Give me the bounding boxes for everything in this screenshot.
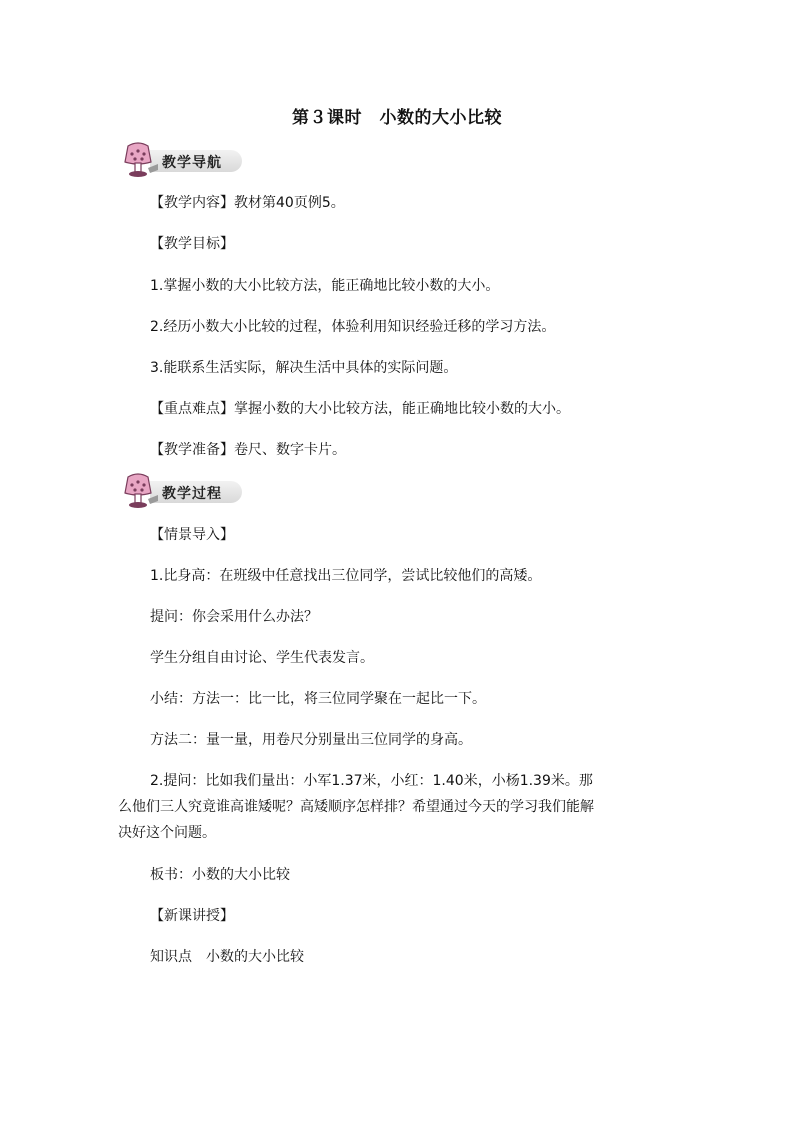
process-p3: 学生分组自由讨论、学生代表发言。 [150, 650, 374, 666]
knowledge-point: 知识点 小数的大小比较 [150, 949, 304, 965]
banner-label: 教学过程 [162, 486, 222, 502]
section-banner-teaching-process [118, 471, 242, 511]
teaching-prep: 【教学准备】卷尺、数字卡片。 [150, 442, 346, 458]
goals-heading: 【教学目标】 [150, 236, 234, 252]
page-title: 第３课时 小数的大小比较 [292, 108, 502, 128]
key-points: 【重点难点】掌握小数的大小比较方法，能正确地比较小数的大小。 [150, 401, 570, 417]
lamp-icon [118, 471, 158, 511]
process-p2: 提问：你会采用什么办法？ [150, 609, 318, 625]
goal-3: 3.能联系生活实际，解决生活中具体的实际问题。 [150, 360, 458, 376]
new-lesson-heading: 【新课讲授】 [150, 908, 234, 924]
process-p5: 方法二：量一量，用卷尺分别量出三位同学的身高。 [150, 732, 472, 748]
teaching-content: 【教学内容】教材第40页例5。 [150, 195, 345, 211]
process-p6-line3: 决好这个问题。 [118, 825, 216, 841]
process-p4: 小结：方法一：比一比，将三位同学聚在一起比一下。 [150, 691, 486, 707]
process-p6-line2: 么他们三人究竟谁高谁矮呢？高矮顺序怎样排？希望通过今天的学习我们能解 [118, 799, 594, 815]
section-banner-teaching-guide [118, 140, 242, 180]
intro-heading: 【情景导入】 [150, 527, 234, 543]
banner-label: 教学导航 [162, 155, 222, 171]
goal-1: 1.掌握小数的大小比较方法，能正确地比较小数的大小。 [150, 278, 500, 294]
process-p7: 板书：小数的大小比较 [150, 867, 290, 883]
process-p1: 1.比身高：在班级中任意找出三位同学，尝试比较他们的高矮。 [150, 568, 542, 584]
goal-2: 2.经历小数大小比较的过程，体验利用知识经验迁移的学习方法。 [150, 319, 556, 335]
process-p6-line1: 2.提问：比如我们量出：小军1.37米，小红：1.40米，小杨1.39米。那 [150, 773, 593, 789]
lamp-icon [118, 140, 158, 180]
